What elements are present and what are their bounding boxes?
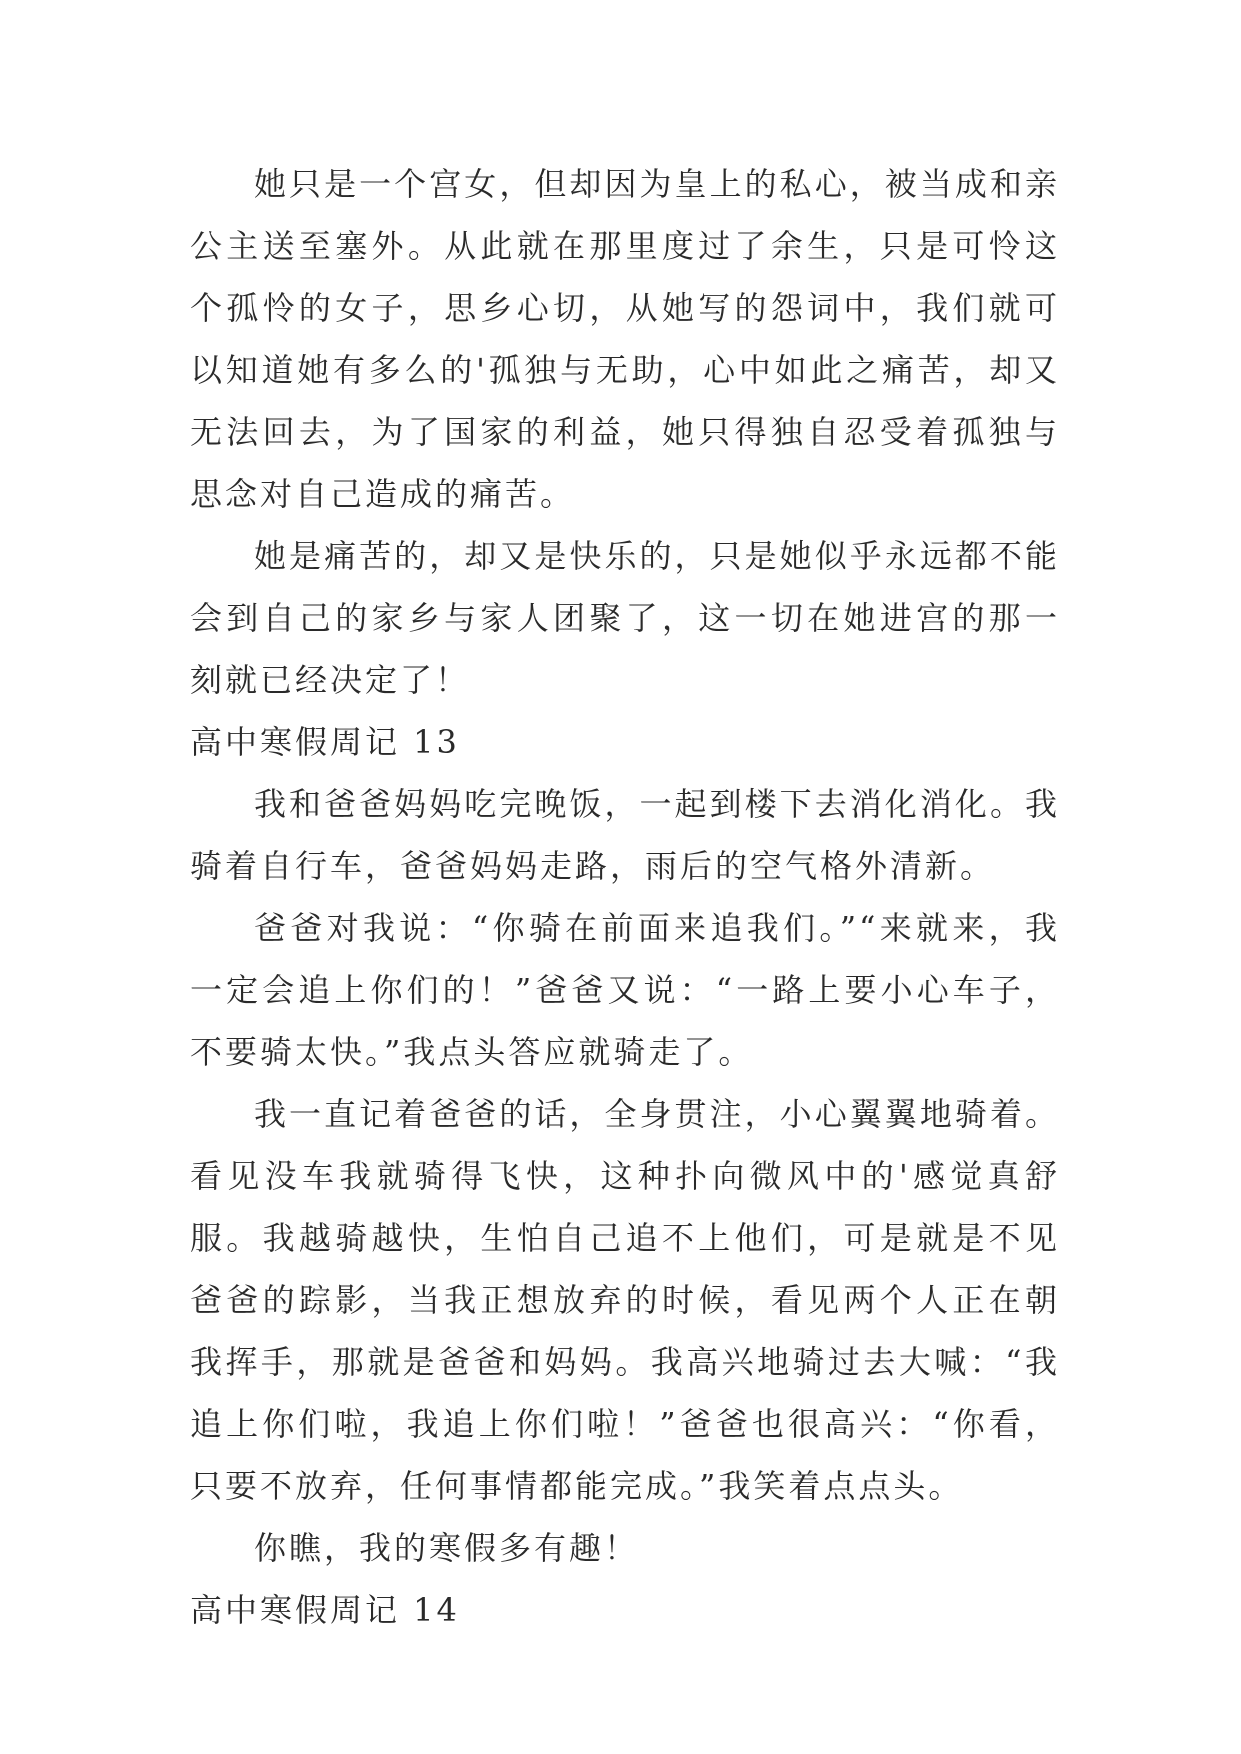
- paragraph-dad-dialogue: 爸爸对我说：“你骑在前面来追我们。”“来就来，我一定会追上你们的！”爸爸又说：“一路上要小心车子，不要骑太快。”我点头答应就骑走了。: [190, 909, 1060, 1071]
- paragraph-conclusion: 你瞧，我的寒假多有趣！: [254, 1529, 640, 1567]
- document-body: [190, 153, 1060, 1641]
- paragraph-riding: 我一直记着爸爸的话，全身贯注，小心翼翼地骑着。看见没车我就骑得飞快，这种扑向微风中的'感觉真舒服。我越骑越快，生怕自己追不上他们，可是就是不见爸爸的踪影，当我正想放弃的时候，看见两个人正在朝我挥手，那就是爸爸和妈妈。我高兴地骑过去大喊：“我追上你们啦，我追上你们啦！”爸爸也很高兴：“你看，只要不放弃，任何事情都能完成。”我笑着点点头。: [190, 1095, 1060, 1505]
- paragraph-wang-zhaojun-2: 她是痛苦的，却又是快乐的，只是她似乎永远都不能会到自己的家乡与家人团聚了，这一切在她进宫的那一刻就已经决定了！: [190, 537, 1060, 699]
- paragraph-dinner-walk: 我和爸爸妈妈吃完晚饭，一起到楼下去消化消化。我骑着自行车，爸爸妈妈走路，雨后的空气格外清新。: [190, 785, 1060, 885]
- section-heading-14: 高中寒假周记 14: [190, 1591, 460, 1629]
- section-heading-13: 高中寒假周记 13: [190, 723, 460, 761]
- paragraph-wang-zhaojun-1: 她只是一个宫女，但却因为皇上的私心，被当成和亲公主送至塞外。从此就在那里度过了余生，只是可怜这个孤怜的女子，思乡心切，从她写的怨词中，我们就可以知道她有多么的'孤独与无助，心中如此之痛苦，却又无法回去，为了国家的利益，她只得独自忍受着孤独与思念对自己造成的痛苦。: [190, 165, 1060, 513]
